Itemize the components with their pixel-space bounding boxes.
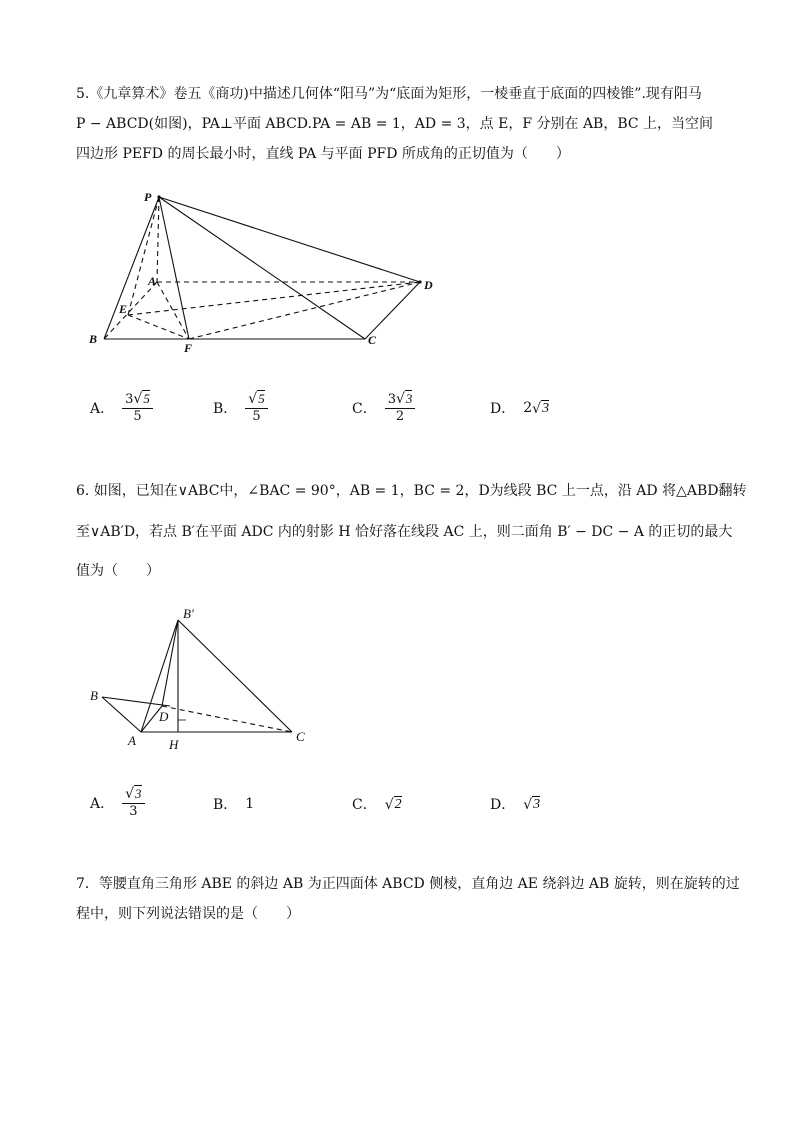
q6-label-H: H [169,737,179,752]
q6-line-2: 至∨AB′D，若点 B′在平面 ADC 内的射影 H 恰好落在线段 AC 上，则二面角 B′ − DC − A 的正切的最大 [76,524,733,540]
q5-label-D: D [424,278,433,292]
q5-label-F: F [184,341,193,355]
q6-label-Bprime: B′ [183,606,194,621]
q5-line-1: 5.《九章算术》卷五《商功)中描述几何体“阳马”为“底面为矩形，一棱垂直于底面的四棱锥”.现有阳马 [76,86,702,102]
q5-label-B: B [89,332,98,346]
q5-line-2: P − ABCD(如图)，PA⊥平面 ABCD.PA = AB = 1，AD = 3，点 E，F 分别在 AB，BC 上，当空间 [76,116,714,132]
q6-choice-A[interactable]: A． √ 3 3 [90,785,145,820]
q6-line-1: 6. 如图，已知在∨ABC中，∠BAC = 90°，AB = 1，BC = 2，D为线段 BC 上一点，沿 AD 将△ABD翻转 [76,483,747,499]
q6-label-C: C [296,729,305,744]
q6-choice-B[interactable]: B． 1 [213,796,255,813]
q6-choice-C[interactable]: C． √ 2 [352,796,402,813]
q7-line-2: 程中，则下列说法错误的是（ ） [76,906,300,922]
q5-line-3: 四边形 PEFD 的周长最小时，直线 PA 与平面 PFD 所成角的正切值为（ ） [76,146,570,162]
q7-line-1: 7．等腰直角三角形 ABE 的斜边 AB 为正四面体 ABCD 侧棱，直角边 AE 绕斜边 AB 旋转，则在旋转的过 [76,876,740,892]
q5-label-A: A [148,274,157,288]
q6-label-B: B [90,688,98,703]
q5-choice-A[interactable]: A． 3 √ 5 5 [90,390,153,425]
q5-choice-B[interactable]: B． √ 5 5 [213,390,268,425]
q5-choice-D[interactable]: D． 2 √ 3 [490,400,550,417]
q6-label-A: A [128,733,136,748]
q5-label-C: C [368,333,377,347]
q5-label-P: P [144,190,152,204]
q6-label-D: D [159,709,169,724]
q6-line-3: 值为（ ） [76,563,160,579]
q6-choice-D[interactable]: D． √ 3 [490,796,541,813]
q5-choice-C[interactable]: C． 3 √ 3 2 [352,390,415,425]
q5-label-E: E [119,302,128,316]
